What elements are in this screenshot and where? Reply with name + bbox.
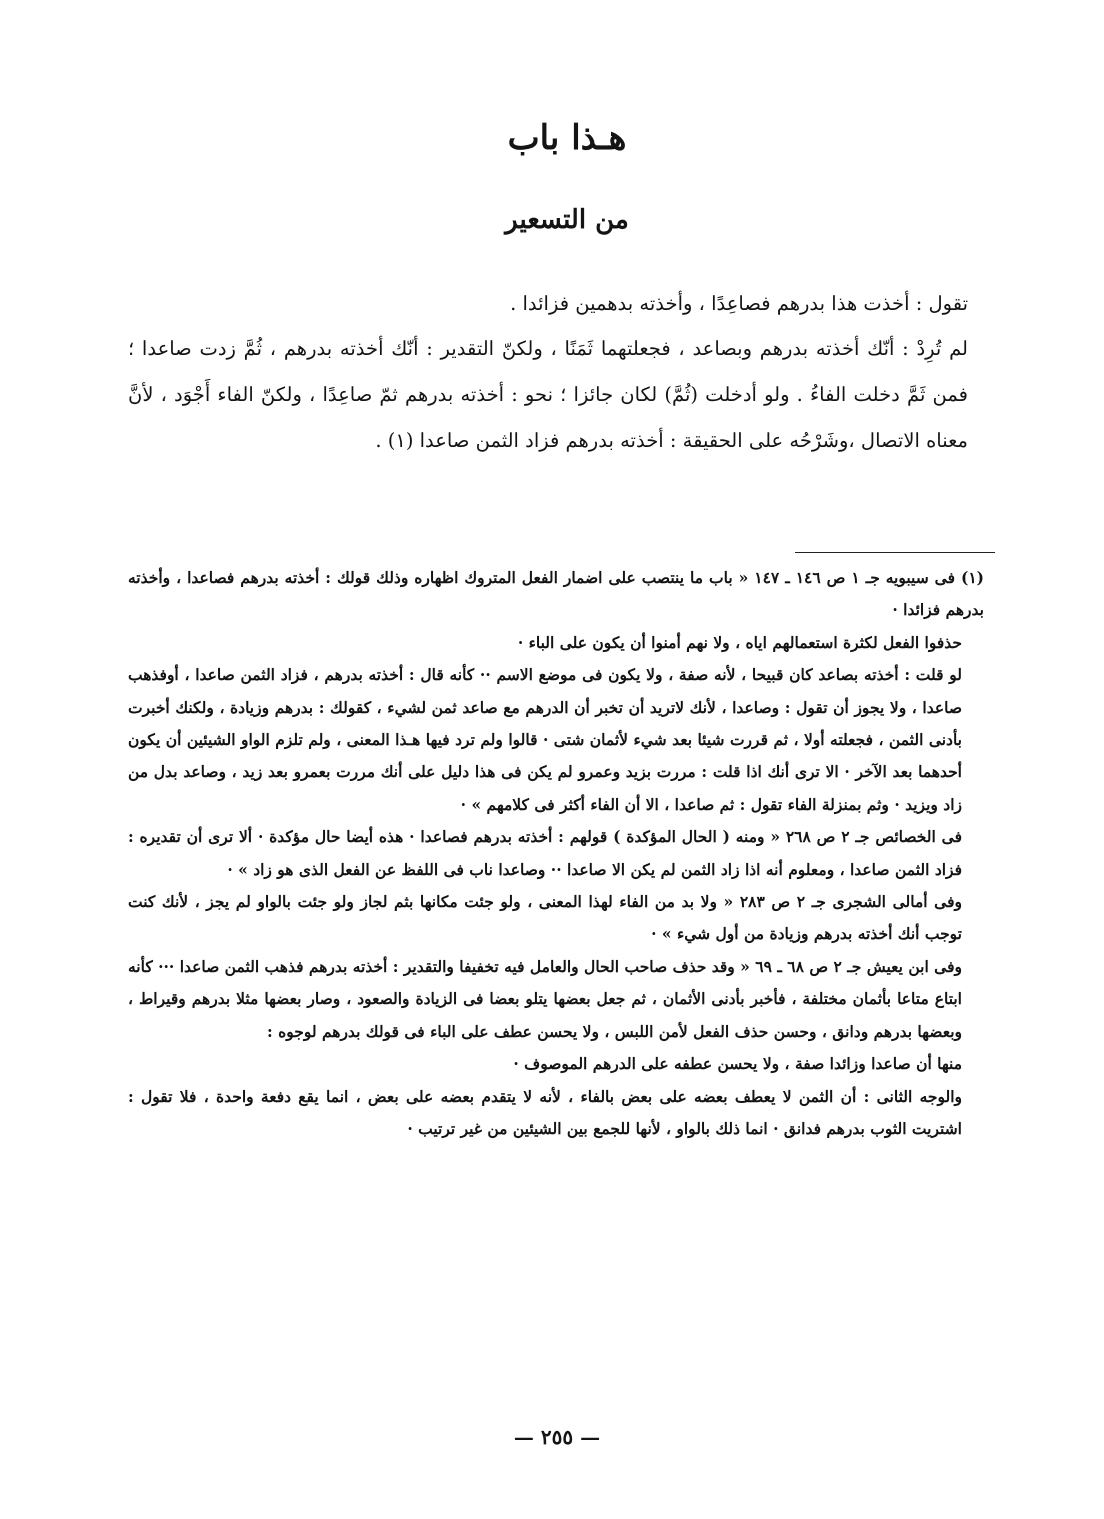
footnote-paragraph: لو قلت : أخذته بصاعد كان قبيحا ، لأنه صفة ، ولا يكون فى موضع الاسم ·· كأنه قال : أخذته بدرهم ، فزاد الثمن صاعدا ، أوفذهب صاعدا ، ولا يجوز أن تقول : وصاعدا ، لأنك لاتريد أن تخبر أن الدرهم مع صاعد ثمن لشيء ، كقولك : بدرهم وزيادة ، ولكنك أخبرت بأدنى الثمن ، فجعلته أولا ، ثم قررت شيئا بعد شيء لأثمان شتى · قالوا ولم ترد فيها هـذا المعنى ، ولم تلزم الواو الشيئين أن يكون أحدهما بعد الآخر · الا ترى أنك اذا قلت : مررت بزيد وعمرو لم يكن فى هذا دليل على أنك مررت بعمرو بعد زيد ، وصاعد بدل من زاد ويزيد · وثم بمنزلة الفاء تقول : ثم صاعدا ، الا أن الفاء أكثر فى كلامهم » · xyxy=(128,665,962,814)
main-text xyxy=(128,282,968,464)
page-number: — ٢٥٥ — xyxy=(513,1425,601,1449)
footnote-paragraph: وفى أمالى الشجرى جـ ٢ ص ٢٨٣ « ولا بد من الفاء لهذا المعنى ، ولو جئت مكانها بثم لجاز ولو جئت بالواو لم يجز ، لأنك كنت توجب أنك أخذته بدرهم وزيادة من أول شيء » · xyxy=(128,892,962,944)
footnote-divider xyxy=(795,552,995,553)
footnote-paragraph: منها أن صاعدا وزائدا صفة ، ولا يحسن عطفه على الدرهم الموصوف · xyxy=(513,1054,962,1074)
footnotes xyxy=(128,562,984,1145)
chapter-title: هـذا باب xyxy=(507,118,627,158)
footnote-paragraph: فى الخصائص جـ ٢ ص ٢٦٨ « ومنه ( الحال المؤكدة ) قولهم : أخذته بدرهم فصاعدا · هذه أيضا حال مؤكدة · ألا ترى أن تقديره : فزاد الثمن صاعدا ، ومعلوم أنه اذا زاد الثمن لم يكن الا صاعدا ·· وصاعدا ناب فى اللفظ عن الفعل الذى هو زاد » · xyxy=(128,827,962,879)
footnote-paragraph: وفى ابن يعيش جـ ٢ ص ٦٨ ـ ٦٩ « وقد حذف صاحب الحال والعامل فيه تخفيفا والتقدير : أخذته بدرهم فذهب الثمن صاعدا ··· كأنه ابتاع متاعا بأثمان مختلفة ، فأخبر بأدنى الأثمان ، ثم جعل بعضها يتلو بعضا فى الزيادة والصعود ، وصار بعضها مثلا بدرهم وقيراط ، وبعضها بدرهم ودانق ، وحسن حذف الفعل لأمن اللبس ، ولا يحسن عطف على الباء فى قولك بدرهم لوجوه : xyxy=(128,956,962,1041)
chapter-subtitle: من التسعير xyxy=(505,205,629,235)
main-paragraph: لم تُرِدْ : أنّك أخذته بدرهم وبصاعد ، فجعلتهما ثَمَنًا ، ولكنّ التقدير : أنّك أخذته بدرهم ، ثُمَّ زدت صاعدا ؛ فمن ثَمَّ دخلت الفاءُ . ولو أدخلت (ثُمَّ) لكان جائزا ؛ نحو : أخذته بدرهم ثمّ صاعِدًا ، ولكنّ الفاء أَجْوَد ، لأنَّ معناه الاتصال ،وشَرْحُه على الحقيقة : أخذته بدرهم فزاد الثمن صاعدا (١) . xyxy=(128,337,968,452)
footnote-paragraph: والوجه الثانى : أن الثمن لا يعطف بعضه على بعض بالفاء ، لأنه لا يتقدم بعضه على بعض ، انما يقع دفعة واحدة ، فلا تقول : اشتريت الثوب بدرهم فدانق · انما ذلك بالواو ، لأنها للجمع بين الشيئين من غير ترتيب · xyxy=(128,1086,962,1138)
footnote-paragraph: حذفوا الفعل لكثرة استعمالهم اياه ، ولا نهم أمنوا أن يكون على الباء · xyxy=(517,632,962,652)
main-paragraph: تقول : أخذت هذا بدرهم فصاعِدًا ، وأخذته بدهمين فزائدا . xyxy=(510,292,968,315)
footnote-paragraph: (١) فى سيبويه جـ ١ ص ١٤٦ ـ ١٤٧ « باب ما ينتصب على اضمار الفعل المتروك اظهاره وذلك قولك : أخذته بدرهم فصاعدا ، وأخذته بدرهم فزائدا · xyxy=(128,568,984,620)
